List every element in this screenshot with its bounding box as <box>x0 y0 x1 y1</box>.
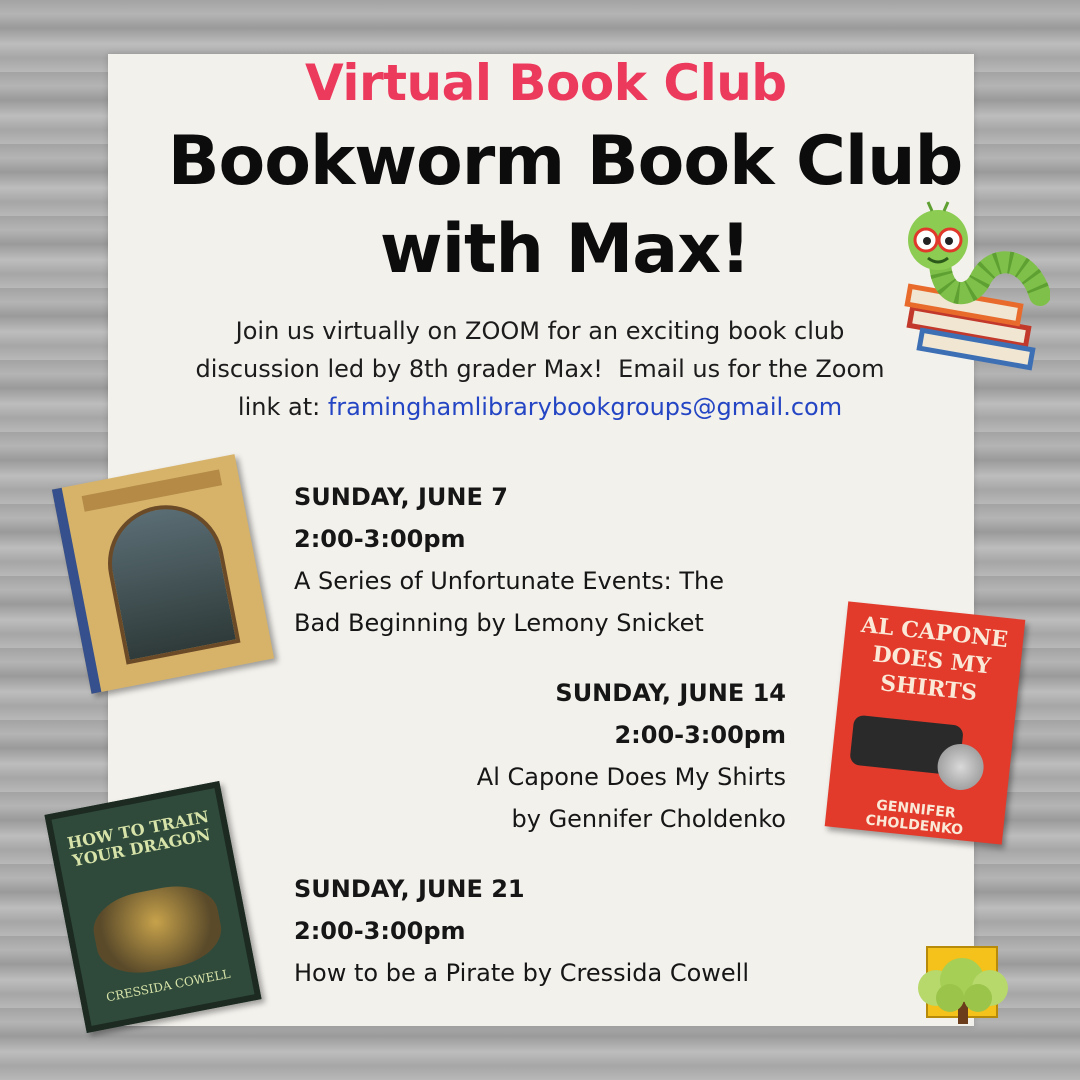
event-book-line-1: Al Capone Does My Shirts <box>476 763 786 791</box>
event-time: 2:00-3:00pm <box>614 721 786 749</box>
event-day: SUNDAY, JUNE 7 <box>294 483 508 511</box>
intro-line-3 <box>150 388 930 426</box>
cover-title-band <box>82 469 222 511</box>
event-book-line-1: A Series of Unfortunate Events: The <box>294 567 724 595</box>
subtitle: Virtual Book Club <box>305 54 787 112</box>
intro-text <box>150 312 930 426</box>
cover-title: AL CAPONE DOES MY SHIRTS <box>859 611 1010 707</box>
event-june-14 <box>400 672 786 840</box>
event-book-line-2: Bad Beginning by Lemony Snicket <box>294 609 704 637</box>
event-june-21 <box>294 868 749 994</box>
page-title <box>150 118 980 294</box>
book-cover-unfortunate-events <box>52 454 274 694</box>
bookworm-mascot-icon <box>900 200 1050 390</box>
event-day: SUNDAY, JUNE 21 <box>294 875 525 903</box>
cover-illustration <box>88 878 227 981</box>
book-cover-al-capone <box>825 601 1026 844</box>
event-book-line-2: by Gennifer Choldenko <box>511 805 786 833</box>
email-link[interactable]: framinghamlibrarybookgroups@gmail.com <box>327 393 843 421</box>
event-book-line-1: How to be a Pirate by Cressida Cowell <box>294 959 750 987</box>
library-logo <box>926 946 998 1018</box>
tree-icon <box>906 958 1022 1024</box>
intro-link-prefix: link at: <box>237 393 328 421</box>
event-day: SUNDAY, JUNE 14 <box>555 679 786 707</box>
intro-line-1: Join us virtually on ZOOM for an exciting book club <box>235 317 845 345</box>
event-time: 2:00-3:00pm <box>294 917 466 945</box>
title-line-2: with Max! <box>379 210 751 289</box>
cover-title: HOW TO TRAIN YOUR DRAGON <box>65 806 212 871</box>
cover-author: CRESSIDA COWELL <box>105 966 232 1005</box>
event-june-7 <box>294 476 724 644</box>
event-time: 2:00-3:00pm <box>294 525 466 553</box>
intro-line-2: discussion led by 8th grader Max! Email us for the Zoom <box>195 355 885 383</box>
title-line-1: Bookworm Book Club <box>167 122 963 201</box>
cover-author: GENNIFER CHOLDENKO <box>864 797 964 839</box>
cover-illustration <box>98 495 240 664</box>
